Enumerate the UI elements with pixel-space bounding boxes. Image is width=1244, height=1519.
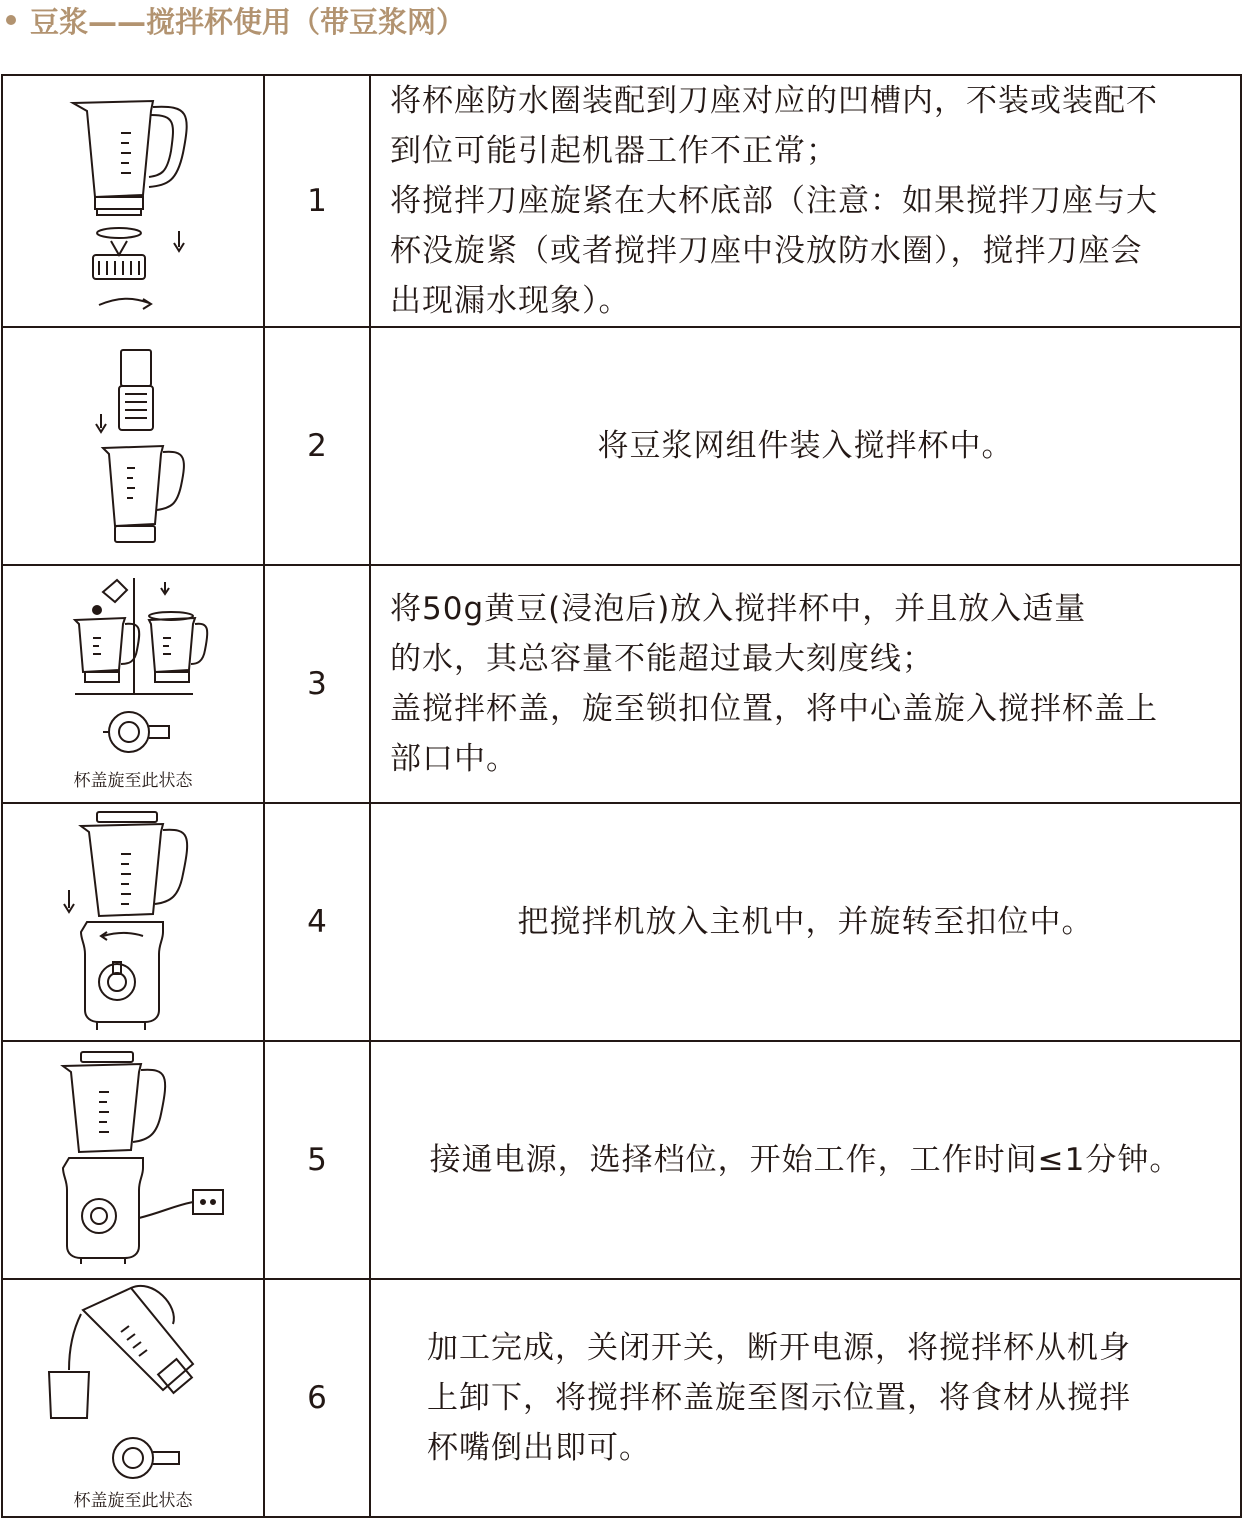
place-jar-on-base-icon [3, 804, 263, 1040]
step-number: 2 [264, 327, 370, 565]
blender-jar-assembly-icon [3, 83, 263, 319]
instruction-table [1, 74, 1242, 1518]
table-row [2, 327, 1241, 565]
table-row [2, 565, 1241, 803]
step-line: 接通电源，选择档位，开始工作，工作时间≤1分钟。 [429, 1142, 1182, 1178]
step-line: 出现漏水现象）。 [390, 283, 631, 319]
step-number: 4 [264, 803, 370, 1041]
step-line: 部口中。 [390, 741, 518, 777]
step-number: 5 [264, 1041, 370, 1279]
step-description [370, 1279, 1241, 1517]
step-illustration-cell [2, 565, 264, 803]
step-illustration-cell [2, 1041, 264, 1279]
step-number: 6 [264, 1279, 370, 1517]
pour-out-icon [3, 1280, 263, 1516]
step-description [370, 1041, 1241, 1279]
step-description [370, 803, 1241, 1041]
step-line: 将50g黄豆(浸泡后)放入搅拌杯中，并且放入适量 [390, 591, 1087, 627]
section-title-text: 豆浆——搅拌杯使用（带豆浆网） [30, 4, 466, 39]
step-line: 将豆浆网组件装入搅拌杯中。 [597, 428, 1014, 464]
table-row [2, 1279, 1241, 1517]
step-illustration-cell [2, 1279, 264, 1517]
step-illustration-cell [2, 327, 264, 565]
table-row [2, 1041, 1241, 1279]
section-title [0, 0, 465, 40]
lid-state-caption: 杯盖旋至此状态 [73, 771, 193, 791]
step-illustration-cell [2, 803, 264, 1041]
step-line: 盖搅拌杯盖，旋至锁扣位置，将中心盖旋入搅拌杯盖上 [390, 691, 1158, 727]
step-line: 杯嘴倒出即可。 [427, 1430, 651, 1466]
step-description [370, 565, 1241, 803]
step-line: 到位可能引起机器工作不正常； [390, 133, 838, 169]
filter-insert-icon [3, 328, 263, 564]
table-row [2, 803, 1241, 1041]
step-description [370, 327, 1241, 565]
step-line: 把搅拌机放入主机中，并旋转至扣位中。 [517, 904, 1094, 940]
lid-state-caption: 杯盖旋至此状态 [73, 1491, 193, 1511]
step-line: 上卸下，将搅拌杯盖旋至图示位置，将食材从搅拌 [427, 1380, 1131, 1416]
step-line: 加工完成，关闭开关，断开电源，将搅拌杯从机身 [427, 1330, 1131, 1366]
table-row [2, 75, 1241, 327]
step-line: 的水，其总容量不能超过最大刻度线； [390, 641, 934, 677]
bullet-dot-icon [6, 15, 16, 25]
step-line: 将杯座防水圈装配到刀座对应的凹槽内，不装或装配不 [390, 83, 1158, 119]
plug-in-blender-icon [3, 1042, 263, 1278]
step-description [370, 75, 1241, 327]
step-line: 杯没旋紧（或者搅拌刀座中没放防水圈），搅拌刀座会 [390, 233, 1143, 269]
step-line: 将搅拌刀座旋紧在大杯底部（注意：如果搅拌刀座与大 [390, 183, 1158, 219]
step-number: 1 [264, 75, 370, 327]
step-illustration-cell [2, 75, 264, 327]
step-number: 3 [264, 565, 370, 803]
